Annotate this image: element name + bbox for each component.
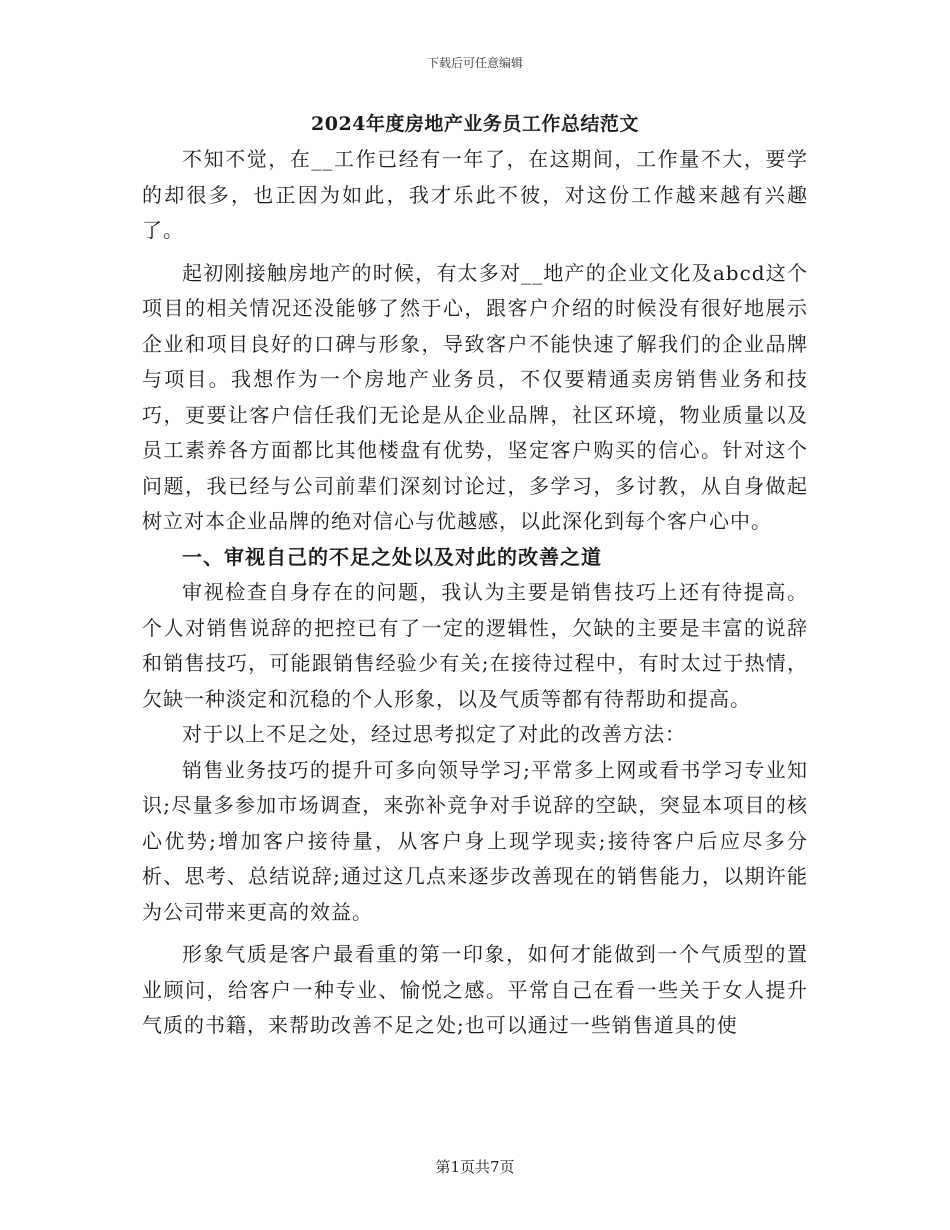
paragraph-image-temperament: 形象气质是客户最看重的第一印象，如何才能做到一个气质型的置业顾问，给客户一种专业、愉悦之感。平常自己在看一些关于女人提升气质的书籍，来帮助改善不足之处;也可以通过一些销售道具的使 xyxy=(142,942,808,1037)
paragraph-improvement-intro: 对于以上不足之处，经过思考拟定了对此的改善方法： xyxy=(182,722,686,746)
paragraph-self-review: 审视检查自身存在的问题，我认为主要是销售技巧上还有待提高。个人对销售说辞的把控已有了一定的逻辑性，欠缺的主要是丰富的说辞和销售技巧，可能跟销售经验少有关;在接待过程中，有时太过于热情，欠缺一种淡定和沉稳的个人形象，以及气质等都有待帮助和提高。 xyxy=(142,580,808,711)
document-body xyxy=(142,108,808,1044)
document-title: 2024年度房地产业务员工作总结范文 xyxy=(311,113,639,135)
page-footer: 第1页共7页 xyxy=(435,1158,515,1176)
paragraph-sales-skills: 销售业务技巧的提升可多向领导学习;平常多上网或看书学习专业知识;尽量多参加市场调查，来弥补竞争对手说辞的空缺，突显本项目的核心优势;增加客户接待量，从客户身上现学现卖;接待客户后应尽多分析、思考、总结说辞;通过这几点来逐步改善现在的销售能力，以期许能为公司带来更高的效益。 xyxy=(142,757,808,924)
page-header: 下载后可任意编辑 xyxy=(426,56,523,70)
section-heading-1: 一、审视自己的不足之处以及对此的改善之道 xyxy=(182,544,602,569)
paragraph-intro: 不知不觉，在__工作已经有一年了，在这期间，工作量不大，要学的却很多，也正因为如此，我才乐此不彼，对这份工作越来越有兴趣了。 xyxy=(142,147,808,242)
paragraph-background: 起初刚接触房地产的时候，有太多对__地产的企业文化及abcd这个项目的相关情况还没能够了然于心，跟客户介绍的时候没有很好地展示企业和项目良好的口碑与形象，导致客户不能快速了解我们的企业品牌与项目。我想作为一个房地产业务员，不仅要精通卖房销售业务和技巧，更要让客户信任我们无论是从企业品牌，社区环境，物业质量以及员工素养各方面都比其他楼盘有优势，坚定客户购买的信心。针对这个问题，我已经与公司前辈们深刻讨论过，多学习，多讨教，从自身做起树立对本企业品牌的绝对信心与优越感，以此深化到每个客户心中。 xyxy=(142,260,808,533)
